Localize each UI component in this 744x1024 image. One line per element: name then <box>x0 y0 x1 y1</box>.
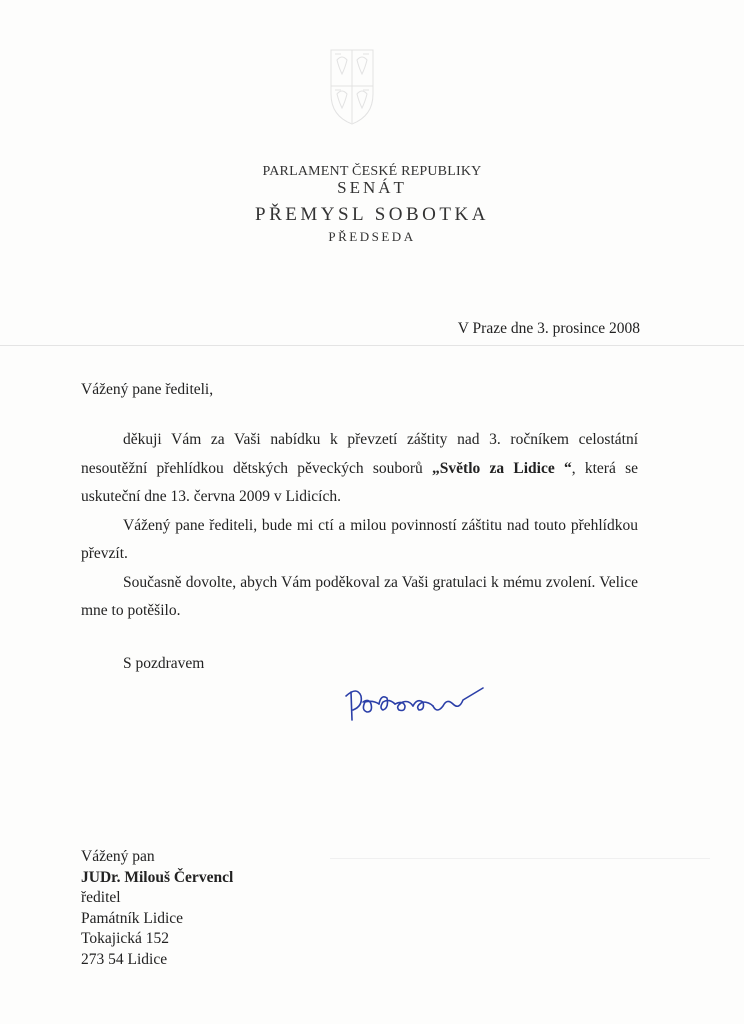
event-name: „Světlo za Lidice “ <box>432 459 572 477</box>
paragraph-3: Současně dovolte, abych Vám poděkoval za Vaši gratulaci k mému zvolení. Velice mne to potěšilo. <box>81 573 638 619</box>
recipient-address <box>81 847 233 970</box>
recipient-street: Tokajická 152 <box>81 930 170 947</box>
letter-body <box>81 426 638 626</box>
recipient-title: ředitel <box>81 889 121 906</box>
closing: S pozdravem <box>123 655 205 672</box>
fold-line <box>0 345 744 346</box>
header-chamber: SENÁT <box>337 178 407 197</box>
header-institution: PARLAMENT ČESKÉ REPUBLIKY <box>262 164 482 179</box>
recipient-city: 273 54 Lidice <box>81 950 168 968</box>
header-position: PŘEDSEDA <box>328 229 416 244</box>
paragraph-1: děkuji Vám za Vaši nabídku k převzetí záštity nad 3. ročníkem celostátní nesoutěžní přehlídkou dětských pěveckých souborů „Světlo za Lidice “, která se uskuteční dne 13. června 2009 v Lidicích. <box>81 431 639 505</box>
faint-showthrough <box>330 858 710 859</box>
letter-date: V Praze dne 3. prosince 2008 <box>457 320 640 337</box>
recipient-organization: Památník Lidice <box>81 909 184 927</box>
salutation: Vážený pane řediteli, <box>81 381 214 398</box>
recipient-greeting: Vážený pan <box>81 848 155 865</box>
recipient-name: JUDr. Milouš Červencl <box>81 868 234 886</box>
handwritten-signature-icon <box>343 680 493 728</box>
state-emblem-icon <box>327 44 377 128</box>
paragraph-2: Vážený pane řediteli, bude mi ctí a milou povinností záštitu nad touto přehlídkou převzít. <box>81 516 638 562</box>
header-name: PŘEMYSL SOBOTKA <box>255 204 489 225</box>
